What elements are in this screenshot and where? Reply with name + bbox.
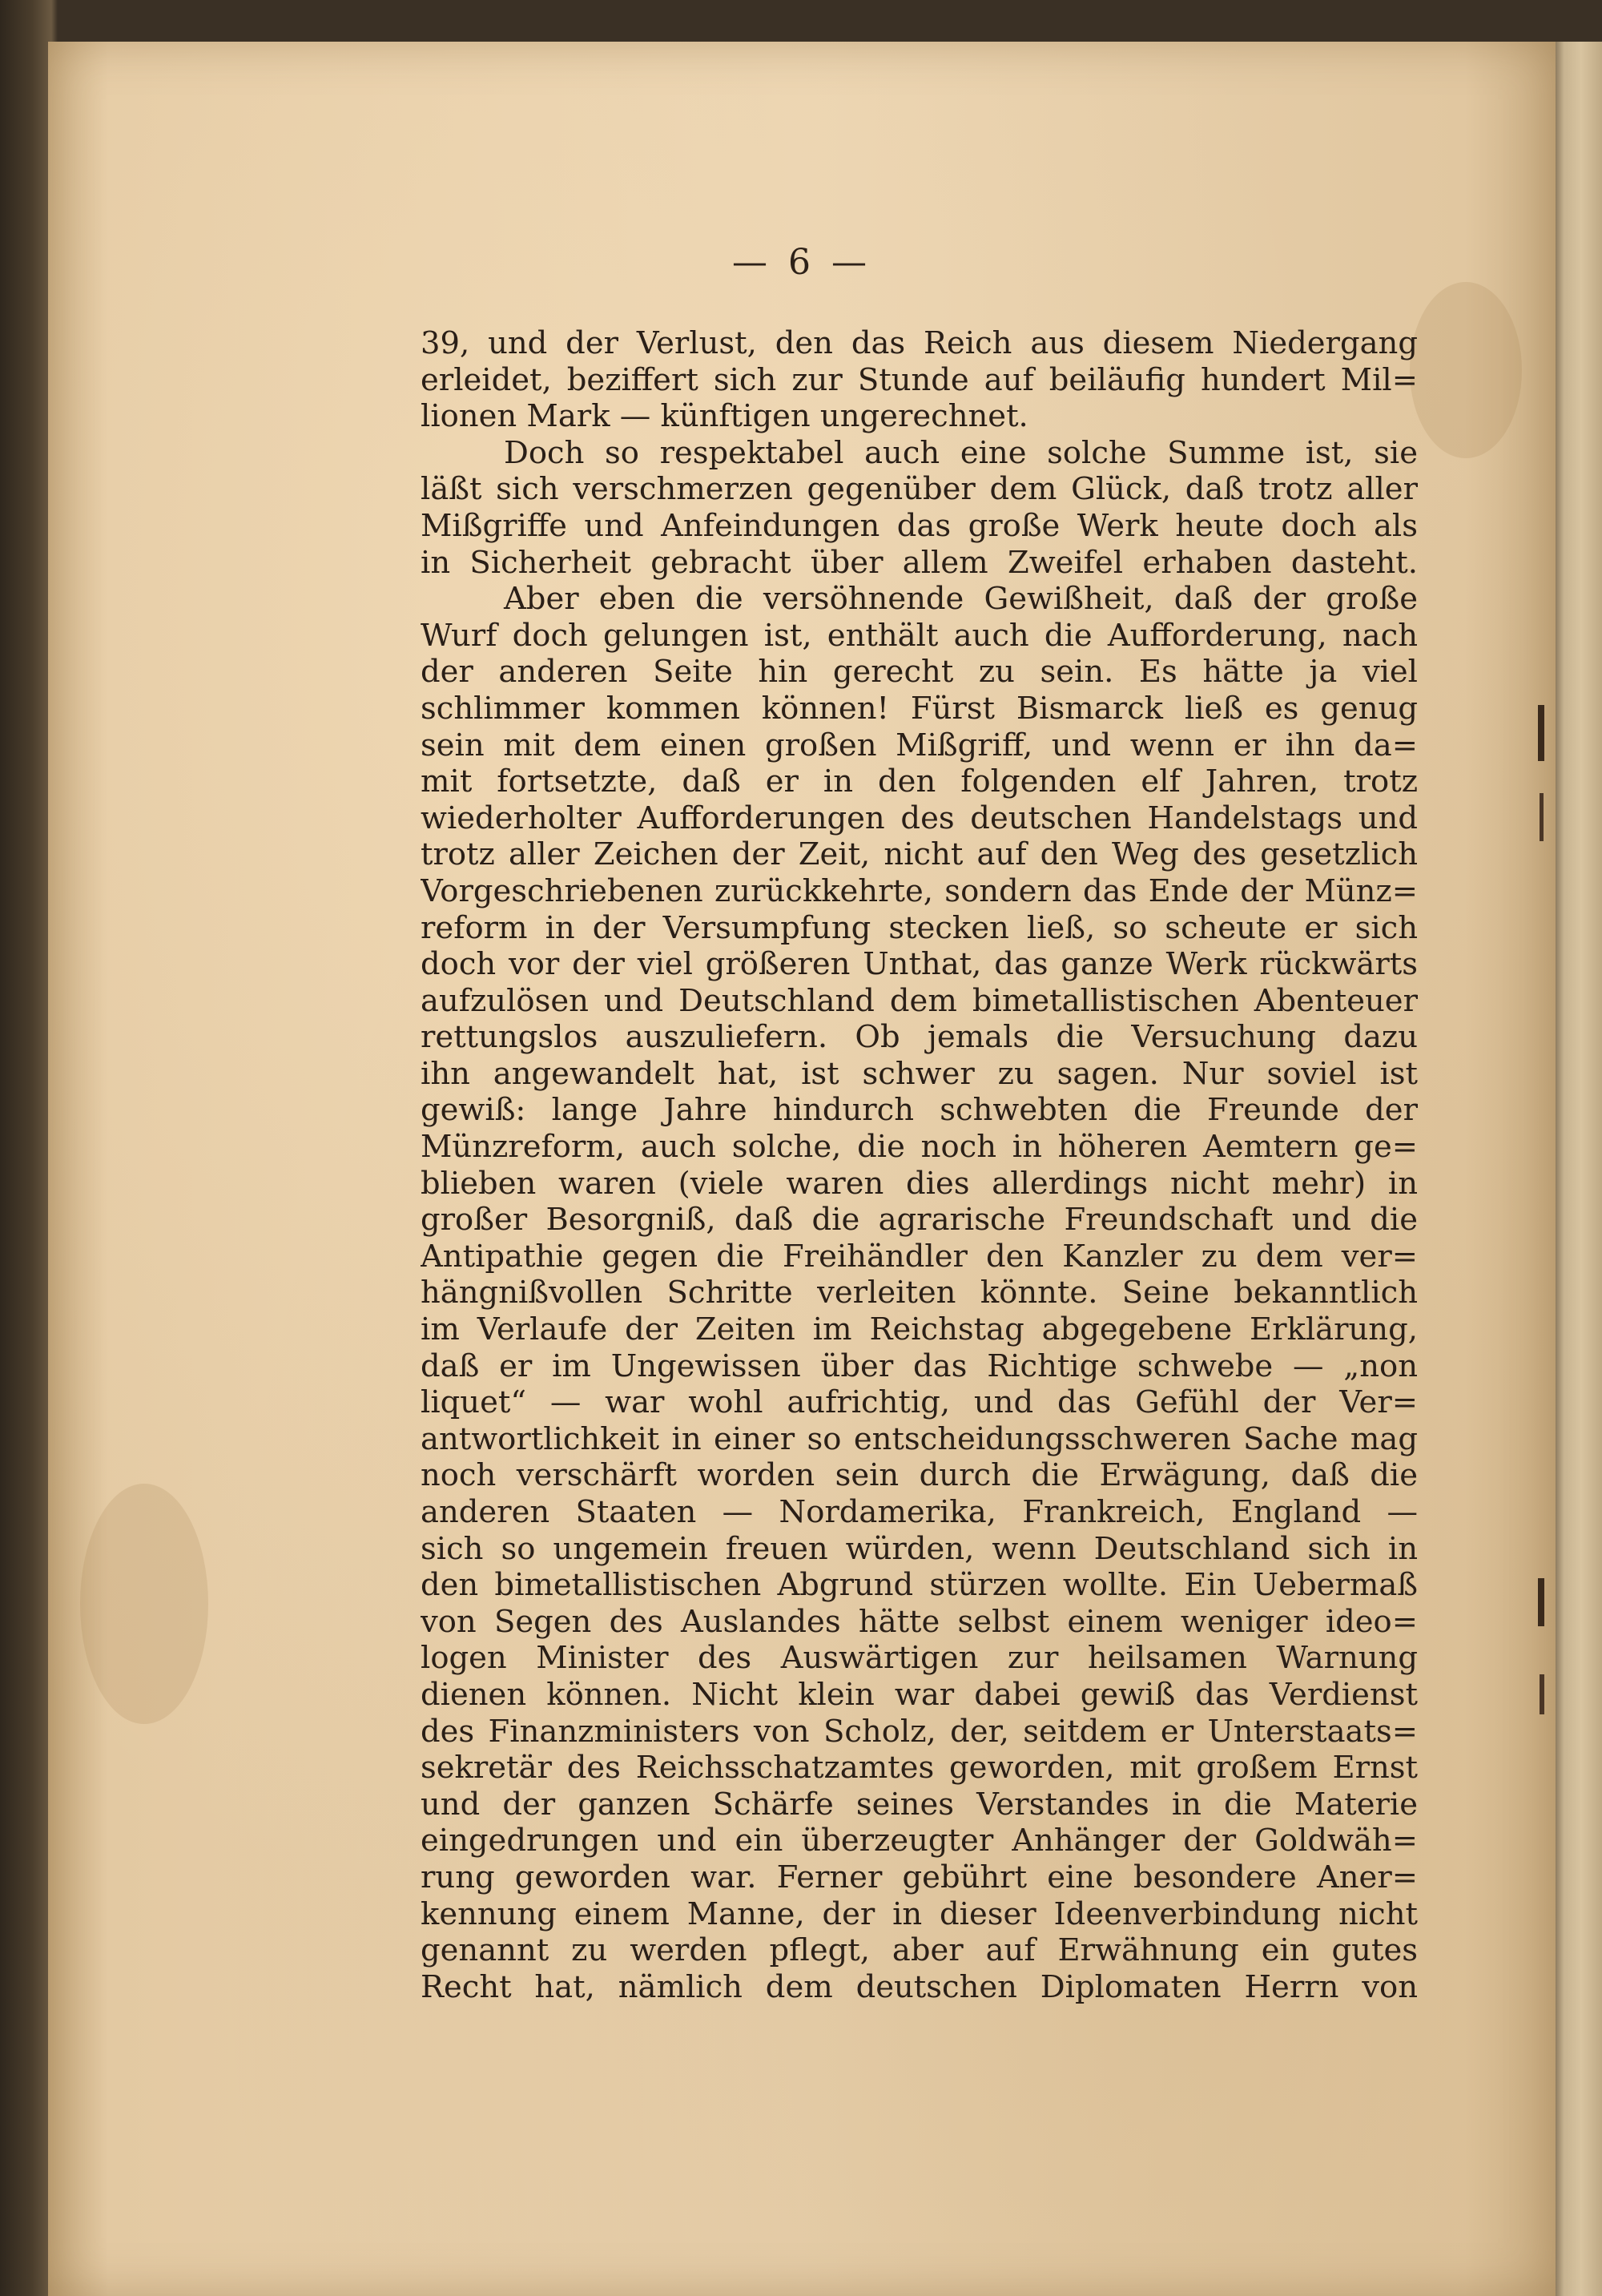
text-line: schlimmer kommen können! Fürst Bismarck ließ es genug (421, 690, 1418, 727)
text-line: erleidet, beziffert sich zur Stunde auf beiläufig hundert Mil= (421, 361, 1418, 398)
text-line: noch verschärft worden sein durch die Erwägung, daß die (421, 1457, 1418, 1494)
binding-thread-mark (1538, 705, 1544, 761)
text-line: Doch so respektabel auch eine solche Summe ist, sie (504, 434, 1418, 471)
binding-marks (1532, 0, 1556, 2296)
text-line: rung geworden war. Ferner gebührt eine besondere Aner= (421, 1859, 1418, 1895)
text-line: blieben waren (viele waren dies allerdings nicht mehr) in (421, 1165, 1418, 1202)
text-line: trotz aller Zeichen der Zeit, nicht auf den Weg des gesetzlich (421, 836, 1418, 873)
text-line: Wurf doch gelungen ist, enthält auch die Aufforderung, nach (421, 617, 1418, 654)
page-number: — 6 — (732, 242, 871, 283)
text-line: kennung einem Manne, der in dieser Ideenverbindung nicht (421, 1895, 1418, 1932)
text-line: sich so ungemein freuen würden, wenn Deutschland sich in (421, 1530, 1418, 1567)
text-line: gewiß: lange Jahre hindurch schwebten die Freunde der (421, 1092, 1418, 1129)
text-line: reform in der Versumpfung stecken ließ, so scheute er sich (421, 909, 1418, 946)
text-line: Mißgriffe und Anfeindungen das große Werk heute doch als (421, 507, 1418, 544)
text-line: läßt sich verschmerzen gegenüber dem Glück, daß trotz aller (421, 471, 1418, 508)
text-line: eingedrungen und ein überzeugter Anhänger der Goldwäh= (421, 1823, 1418, 1859)
text-line: dienen können. Nicht klein war dabei gewiß das Verdienst (421, 1676, 1418, 1713)
text-line: ihn angewandelt hat, ist schwer zu sagen. Nur soviel ist (421, 1055, 1418, 1092)
text-line: sein mit dem einen großen Mißgriff, und wenn er ihn da= (421, 727, 1418, 763)
text-line: doch vor der viel größeren Unthat, das ganze Werk rückwärts (421, 946, 1418, 983)
paper-stain (1410, 282, 1522, 458)
body-text (421, 325, 1418, 2005)
binding-thread-mark (1538, 1578, 1544, 1626)
text-line: hängnißvollen Schritte verleiten könnte. Seine bekanntlich (421, 1275, 1418, 1311)
text-line: und der ganzen Schärfe seines Verstandes in die Materie (421, 1786, 1418, 1823)
text-line: rettungslos auszuliefern. Ob jemals die Versuchung dazu (421, 1019, 1418, 1056)
next-page-edge (1556, 42, 1602, 2296)
text-line: 39, und der Verlust, den das Reich aus diesem Niedergang (421, 325, 1418, 361)
text-line: Aber eben die versöhnende Gewißheit, daß der große (504, 581, 1418, 618)
text-line: aufzulösen und Deutschland dem bimetallistischen Abenteuer (421, 982, 1418, 1019)
text-line: genannt zu werden pflegt, aber auf Erwähnung ein gutes (421, 1932, 1418, 1969)
text-line: der anderen Seite hin gerecht zu sein. Es hätte ja viel (421, 654, 1418, 691)
binding-thread-mark (1540, 793, 1544, 841)
text-line: Münzreform, auch solche, die noch in höheren Aemtern ge= (421, 1129, 1418, 1166)
text-line: des Finanzministers von Scholz, der, seitdem er Unterstaats= (421, 1713, 1418, 1750)
text-line: von Segen des Auslandes hätte selbst einem weniger ideo= (421, 1603, 1418, 1640)
text-line: liquet“ — war wohl aufrichtig, und das Gefühl der Ver= (421, 1384, 1418, 1421)
text-line: großer Besorgniß, daß die agrarische Freundschaft und die (421, 1202, 1418, 1239)
text-line: wiederholter Aufforderungen des deutschen Handelstags und (421, 800, 1418, 836)
text-line: sekretär des Reichsschatzamtes geworden, mit großem Ernst (421, 1750, 1418, 1786)
text-line: Antipathie gegen die Freihändler den Kanzler zu dem ver= (421, 1238, 1418, 1275)
text-line: logen Minister des Auswärtigen zur heilsamen Warnung (421, 1640, 1418, 1677)
paper-stain (80, 1484, 208, 1724)
text-line: lionen Mark — künftigen ungerechnet. (421, 398, 1028, 435)
text-line: den bimetallistischen Abgrund stürzen wollte. Ein Uebermaß (421, 1567, 1418, 1604)
binding-thread-mark (1540, 1674, 1544, 1714)
text-line: in Sicherheit gebracht über allem Zweifel erhaben dasteht. (421, 544, 1418, 581)
book-page (48, 42, 1556, 2296)
text-line: Vorgeschriebenen zurückkehrte, sondern das Ende der Münz= (421, 872, 1418, 909)
text-line: anderen Staaten — Nordamerika, Frankreich, England — (421, 1494, 1418, 1530)
text-line: daß er im Ungewissen über das Richtige schwebe — „non (421, 1347, 1418, 1384)
text-line: mit fortsetzte, daß er in den folgenden elf Jahren, trotz (421, 763, 1418, 800)
text-line: im Verlaufe der Zeiten im Reichstag abgegebene Erklärung, (421, 1311, 1418, 1348)
text-line: Recht hat, nämlich dem deutschen Diplomaten Herrn von (421, 1968, 1418, 2005)
text-line: antwortlichkeit in einer so entscheidungsschweren Sache mag (421, 1420, 1418, 1457)
